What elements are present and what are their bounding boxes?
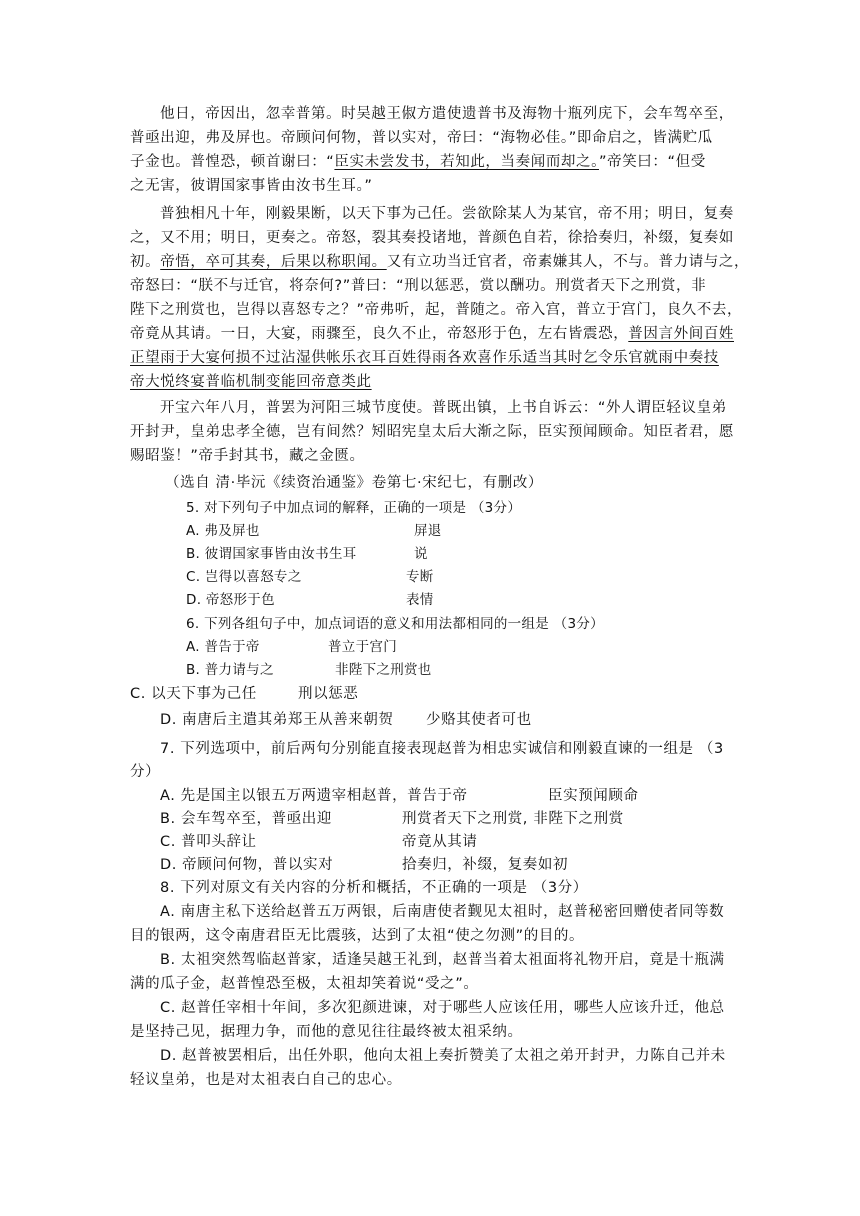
option-a: A. 先是国主以银五万两遗宰相赵普，普告于帝 [160, 788, 468, 804]
question-stem-cont: 分） [130, 764, 161, 780]
option-text: C. 赵普任宰相十年间，多次犯颜进谏，对于哪些人应该任用，哪些人应该升迁，他总 [160, 1000, 725, 1016]
option-a: B. 普力请与之 [186, 662, 274, 678]
passage-line: 之，又不用；明日，更奏之。帝怒，裂其奏投诸地，普颜色自若，徐拾奏归，补缀，复奏如 [130, 230, 734, 246]
passage-line: 普独相凡十年，刚毅果断，以天下事为己任。尝欲除某人为某官，帝不用；明日，复奏 [160, 206, 734, 222]
underlined-sentence: 帝大悦终宴普临机制变能回帝意类此 [130, 374, 372, 390]
option-b: 少赂其使者可也 [426, 712, 532, 728]
passage-text: 帝竟从其请。一日，大宴，雨骤至，良久不止，帝怒形于色，左右皆震恐， [130, 326, 629, 342]
option-a: B. 会车驾卒至，普亟出迎 [160, 811, 332, 827]
underlined-sentence: 帝悟，卒可其奏，后果以称职闻。 [160, 254, 387, 270]
underlined-sentence: 臣实未尝发书，若知此，当奏闻而却之。 [334, 154, 599, 170]
passage-line: 普亟出迎，弗及屏也。帝顾问何物，普以实对，帝曰：“海物必佳。”即命启之，皆满贮瓜 [130, 130, 713, 146]
option-b: 非陛下之刑赏也 [335, 662, 432, 678]
passage-line: 开封尹，皇弟忠孝全德，岂有间然？矧昭宪皇太后大渐之际，臣实预闻顾命。知臣者君，愿 [130, 424, 734, 440]
option-gloss: 专断 [406, 569, 434, 585]
option-text: 满的瓜子金，赵普惶恐至极，太祖却笑着说“受之”。 [130, 976, 479, 992]
option-label: C. 岂得以喜怒专之 [186, 569, 302, 585]
passage-line: 帝怒曰：“朕不与迁官，将奈何?”普曰：“刑以惩恶，赏以酬功。刑赏者天下之刑赏，非 [130, 278, 707, 294]
option-gloss: 屏退 [414, 523, 442, 539]
option-a: D. 帝顾问何物，普以实对 [160, 857, 334, 873]
option-gloss: 说 [414, 546, 428, 562]
passage-line: 陛下之刑赏也，岂得以喜怒专之？”帝弗听，起，普随之。帝入宫，普立于宫门，良久不去， [130, 302, 743, 318]
option-label: A. 弗及屏也 [186, 523, 260, 539]
source-citation: （选自 清·毕沅《续资治通鉴》卷第七·宋纪七，有删改） [165, 475, 544, 491]
underlined-sentence: 正望雨于大宴何损不过沾湿供帐乐衣耳百姓得雨各欢喜作乐适当其时乞令乐官就雨中奏技 [130, 350, 719, 366]
option-text: B. 太祖突然驾临赵普家，适逢吴越王礼到，赵普当着太祖面将礼物开启，竟是十瓶满 [160, 952, 725, 968]
option-label: B. 彼谓国家事皆由汝书生耳 [186, 546, 357, 562]
option-b: 帝竟从其请 [402, 834, 478, 850]
option-b: 刑以惩恶 [298, 686, 359, 702]
passage-line [130, 151, 706, 173]
passage-line: 开宝六年八月，普罢为河阳三城节度使。普既出镇，上书自诉云：“外人谓臣轻议皇弟 [160, 400, 727, 416]
option-a: D. 南唐后主遣其弟郑王从善来朝贺 [160, 712, 394, 728]
passage-line: 赐昭鉴！”帝手封其书，藏之金匮。 [130, 448, 365, 464]
option-a: C. 以天下事为己任 [130, 686, 257, 702]
option-text: 是坚持己见，据理力争，而他的意见往往最终被太祖采纳。 [130, 1024, 523, 1040]
passage-line [130, 323, 734, 345]
passage-text: 又有立功当迁官者，帝素嫌其人，不与。普力请与之， [386, 254, 750, 270]
option-a: A. 普告于帝 [186, 639, 260, 655]
option-b: 拾奏归，补缀，复奏如初 [402, 857, 569, 873]
option-text: 目的银两，这令南唐君臣无比震骇，达到了太祖“使之勿测”的目的。 [130, 928, 585, 944]
option-a: C. 普叩头辞让 [160, 834, 257, 850]
passage-line [130, 251, 749, 273]
underlined-sentence: 普因言外间百姓 [628, 326, 734, 342]
question-stem: 6. 下列各组句子中，加点词语的意义和用法都相同的一组是 （3分） [186, 616, 604, 632]
option-text: 轻议皇弟，也是对太祖表白自己的忠心。 [130, 1072, 402, 1088]
passage-line: 他日，帝因出，忽幸普第。时吴越王俶方遣使遗普书及海物十瓶列庑下，会车驾卒至， [160, 106, 734, 122]
option-gloss: 表情 [406, 592, 434, 608]
option-label: D. 帝怒形于色 [186, 592, 275, 608]
passage-text: 子金也。普惶恐，顿首谢曰：“ [130, 154, 335, 170]
passage-text: 初。 [130, 254, 161, 270]
option-b: 刑赏者天下之刑赏, 非陛下之刑赏 [402, 811, 624, 827]
option-text: A. 南唐主私下送给赵普五万两银，后南唐使者觐见太祖时，赵普秘密回赠使者同等数 [160, 904, 725, 920]
option-b: 臣实预闻顾命 [548, 788, 639, 804]
question-stem: 7. 下列选项中，前后两句分别能直接表现赵普为相忠实诚信和刚毅直谏的一组是 （3 [160, 741, 724, 757]
option-text: D. 赵普被罢相后，出任外职，他向太祖上奏折赞美了太祖之弟开封尹，力陈自己并未 [160, 1048, 726, 1064]
option-b: 普立于宫门 [328, 639, 397, 655]
question-stem: 8. 下列对原文有关内容的分析和概括，不正确的一项是 （3分） [160, 880, 588, 896]
question-stem: 5. 对下列句子中加点词的解释，正确的一项是 （3分） [186, 500, 522, 516]
passage-line: 之无害，彼谓国家事皆由汝书生耳。” [130, 178, 373, 194]
passage-text: ”帝笑曰：“但受 [598, 154, 706, 170]
